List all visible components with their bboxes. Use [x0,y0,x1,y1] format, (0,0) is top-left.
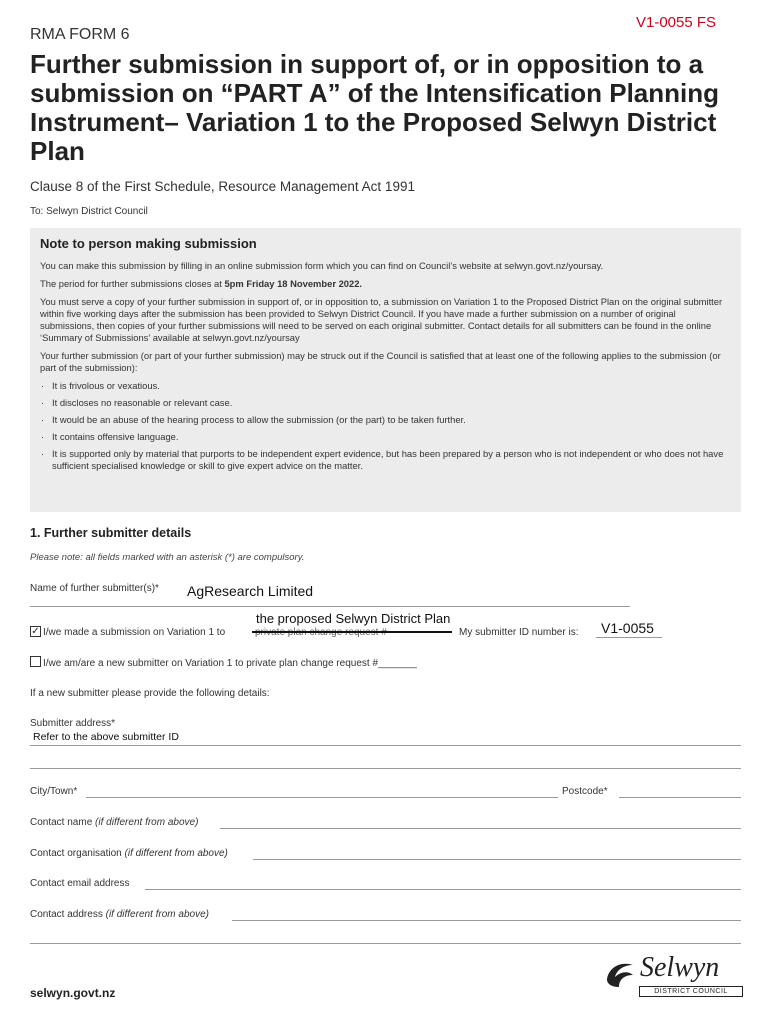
address-line-2[interactable] [30,768,741,769]
note-deadline-prefix: The period for further submissions closes at [40,278,225,289]
contact-address-field-line[interactable] [232,920,741,921]
check-icon: ✓ [31,626,40,637]
note-strikeout-paragraph: Your further submission (or part of your further submission) may be struck out if the Council is satisfied that at least one of the following applies to the submission (or part of the submission): [40,350,721,373]
contact-name-label: Contact name [30,817,93,828]
note-online-paragraph: You can make this submission by filling in an online submission form which you can find on Council’s website at selwyn.govt.nz/yoursay. [40,260,604,271]
name-field-line[interactable] [30,606,630,607]
contact-org-field-line[interactable] [253,859,741,860]
list-item: · It contains offensive language. [40,431,731,443]
address-line-1[interactable] [30,745,741,746]
section-heading: 1. Further submitter details [30,526,192,540]
note-criteria-list [40,380,731,472]
contact-address-hint: (if different from above) [105,909,209,920]
note-deadline-date: 5pm Friday 18 November 2022. [224,278,363,289]
address-value[interactable]: Refer to the above submitter ID [33,731,179,743]
contact-org-label: Contact organisation [30,848,122,859]
handwritten-plan-name[interactable]: the proposed Selwyn District Plan [256,611,451,626]
name-value[interactable]: AgResearch Limited [187,583,314,599]
contact-org-label-row [30,848,228,859]
contact-org-hint: (if different from above) [124,848,228,859]
form-number: RMA FORM 6 [30,26,130,43]
postcode-field-line[interactable] [619,797,741,798]
contact-name-label-row [30,817,198,828]
list-item: · It would be an abuse of the hearing process to allow the submission (or the part) to be taken further. [40,414,731,426]
strikethrough-mark [252,631,452,633]
city-label: City/Town* [30,786,78,797]
logo-wordmark: Selwyn [640,952,720,983]
address-label: Submitter address* [30,718,116,729]
addressee: To: Selwyn District Council [30,206,148,217]
contact-name-hint: (if different from above) [95,817,199,828]
list-item: · It is supported only by material that purports to be independent expert evidence, but has been prepared by a person who is not independent or who does not have sufficient specialised knowledge or skill to give expert advice on the matter. [40,448,731,472]
postcode-label: Postcode* [562,786,608,797]
contact-email-label: Contact email address [30,878,130,889]
note-box [30,228,741,512]
made-submission-checkbox[interactable] [30,626,41,637]
submitter-id-label: My submitter ID number is: [459,627,579,638]
compulsory-note: Please note: all fields marked with an asterisk (*) are compulsory. [30,552,305,563]
name-label: Name of further submitter(s)* [30,583,159,594]
clause-reference: Clause 8 of the First Schedule, Resource Management Act 1991 [30,179,415,194]
new-submitter-checkbox[interactable] [30,656,41,667]
footer-website: selwyn.govt.nz [30,986,116,1000]
city-field-line[interactable] [86,797,558,798]
list-item: · It discloses no reasonable or relevant case. [40,397,731,409]
contact-name-field-line[interactable] [220,828,741,829]
made-submission-label: I/we made a submission on Variation 1 to [43,627,226,638]
list-item: · It is frivolous or vexatious. [40,380,731,392]
note-heading: Note to person making submission [40,236,257,251]
contact-address-line-2[interactable] [30,943,741,944]
selwyn-logo-mark-icon [603,957,637,991]
submitter-id-value[interactable]: V1-0055 [601,620,654,636]
contact-address-label-row [30,909,209,920]
new-submitter-instructions: If a new submitter please provide the following details: [30,688,270,699]
note-deadline-paragraph [40,278,731,290]
note-serve-paragraph: You must serve a copy of your further submission in support of, or in opposition to, a submission on Variation 1 to the Proposed District Plan on the original submitter within five working days after the submission has been provided to Selwyn District Council. If you have made a further submission on a number of original submissions, then copies of your further submissions will need to be served on each original submitter. Contact details for all submitters can be found in the online ‘Summary of Submissions’ available at selwyn.govt.nz/yoursay [40,296,723,343]
contact-email-field-line[interactable] [145,889,741,890]
page-title: Further submission in support of, or in opposition to a submission on “PART A” of the Intensification Planning Instrument– Variation 1 to the Proposed Selwyn District Plan [30,49,720,166]
logo-subtitle: DISTRICT COUNCIL [639,986,743,997]
form-reference: V1-0055 FS [636,14,717,31]
new-submitter-label: I/we am/are a new submitter on Variation 1 to private plan change request #_______ [43,658,417,669]
submitter-id-line[interactable] [596,637,662,638]
contact-address-label: Contact address [30,909,103,920]
